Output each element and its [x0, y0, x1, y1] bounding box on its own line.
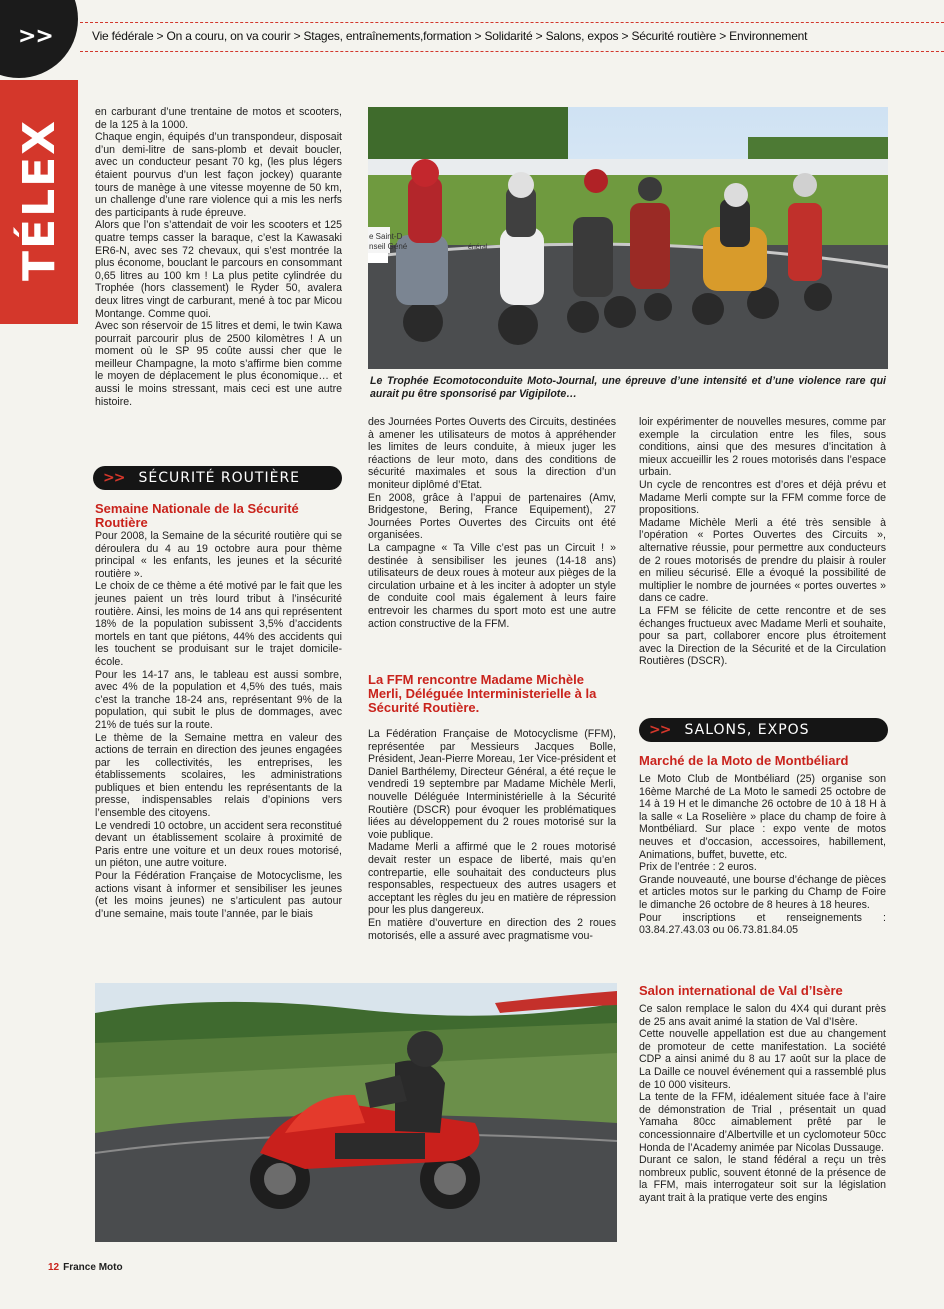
page-number: 12: [48, 1262, 60, 1273]
section-header-securite-routiere: [93, 466, 342, 490]
headline-marche-montbeliard: Marché de la Moto de Montbéliard: [639, 753, 849, 768]
paragraph: Le Moto Club de Montbéliard (25) organise son 16ème Marché de La Moto le samedi 25 octobre de 14 à 19 H et le dimanche 26 octobre de 10 à 18 H à la salle « La Roselière » place du champ de foire à Montbéliard. Sur place : expo vente de motos neuves et d’occasion, accessoires, habillement, Animations, buffet, buvette, etc.: [639, 773, 886, 861]
banner-text: énéral: [468, 244, 488, 251]
paragraph: Pour 2008, la Semaine de la sécurité routière qui se déroulera du 4 au 19 octobre aura pour thème principal « les enfants, les jeunes et la sécurité routière ».: [95, 530, 342, 580]
paragraph: La tente de la FFM, idéalement située face à l’aire de démonstration de Trial , présentait un quad Yamaha 80cc aimablement prêté par le concessionnaire d’Albertville et un cyclomoteur 50cc Honda de l’Academy animée par Nicolas Dussauge.: [639, 1091, 886, 1154]
double-arrow-icon: >>: [649, 722, 671, 738]
paragraph: En 2008, grâce à l’appui de partenaires (Amv, Bridgestone, Bering, France Equipement), 27 Journées Portes Ouvertes des Circuits ont été organisées.: [368, 491, 616, 542]
magazine-name: France Moto: [63, 1262, 123, 1273]
paragraph: Alors que l’on s’attendait de voir les scooters et 125 quatre temps casser la baraque, c’est la Kawasaki ER6-N, avec ses 72 chevaux, qui s’est montrée la plus économe, bouclant le parcours en consommant 0,65 litres au 100 km ! La plus petite cylindrée du Trophée (hors classement) le Ryder 50, avalera deux litres vingt de carburant, mené à toc par Micou Montange. Comme quoi.: [95, 219, 342, 320]
paragraph: Prix de l’entrée : 2 euros.: [639, 861, 757, 874]
photo-caption: Le Trophée Ecomotoconduite Moto-Journal, une épreuve d’une intensité et d’une violence rare qui aurait pu être sponsorisé par Vigipilote…: [370, 375, 886, 400]
photo-riders-group: [368, 107, 888, 369]
banner-text: nseil Géné: [369, 242, 408, 251]
breadcrumb-bar: [80, 22, 944, 52]
paragraph: En matière d’ouverture en direction des 2 roues motorisés, elle a assuré avec pragmatisme vou-: [368, 916, 616, 942]
section-header-salons-expos: [639, 718, 888, 742]
paragraph: La Fédération Française de Motocyclisme (FFM), représentée par Messieurs Jacques Bolle, Président, Jean-Pierre Moreau, 1er Vice-président et Daniel Barthélemy, Directeur Général, a été reçue le vendredi 19 septembre par Madame Michèle Merli, nouvelle Déléguée Interministérielle à la Sécurité Routière (DSCR) pour évoquer les problématiques liées au développement du 2 roues motorisé sur la voie publique.: [368, 728, 616, 841]
banner-text: e Saint-D: [369, 232, 403, 241]
breadcrumb[interactable]: Vie fédérale > On a couru, on va courir > Stages, entraînements,formation > Solidarité > Salons, expos > Sécurité routière > Environnement: [92, 29, 808, 43]
paragraph: Le vendredi 10 octobre, un accident sera reconstitué devant un établissement scolaire à proximité de Paris entre une voiture et un deux roues motorisé, un piéton, une autre voiture.: [95, 819, 342, 870]
paragraph: Un cycle de rencontres est d’ores et déjà prévu et Madame Merli compte sur la FFM comme force de propositions.: [639, 478, 886, 517]
paragraph: Pour les 14-17 ans, le tableau est aussi sombre, avec 4% de la population et 4,5% des tués, mais c’est la tranche 18-24 ans, représentant 9% de la population, qui subit le plus de dommages, avec 21% de tués sur la route.: [95, 668, 342, 731]
headline-ffm-rencontre: La FFM rencontre Madame Michèle Merli, Déléguée Interministerielle à la Sécurité Routière.: [368, 672, 597, 715]
photo-motorbike-illustration: [95, 983, 617, 1242]
article-column-3c: [639, 1003, 886, 1205]
headline-salon-val-isere: Salon international de Val d’Isère: [639, 983, 843, 998]
paragraph: Grande nouveauté, une bourse d’échange de pièces et articles motos sur le parking du Champ de Foire le dimanche 26 octobre de 8 heures à 18 heures.: [639, 873, 886, 911]
paragraph: Durant ce salon, le stand fédéral a reçu un très nombreux public, souvent étonné de la présence de la FFM, mais interrogateur soit sur la législation ayant trait à la pratique verte des engins: [639, 1154, 886, 1204]
paragraph: Pour inscriptions et renseignements : 03.84.27.43.03 ou 06.73.81.84.05: [639, 911, 886, 937]
headline-semaine-nationale: Semaine Nationale de la Sécurité Routière: [95, 501, 299, 530]
article-column-1b: [95, 530, 342, 920]
paragraph: des Journées Portes Ouverts des Circuits, destinées à amener les utilisateurs de motos à appréhender les limites de leurs conduite, à mieux juger les réactions de leur moto, dans des conditions de sécurité maximales et sous la direction d’un moniteur diplômé d’Etat.: [368, 416, 616, 491]
section-header-label: SÉCURITÉ ROUTIÈRE: [138, 470, 301, 486]
paragraph: Ce salon remplace le salon du 4X4 qui durant près de 25 ans avait animé la station de Val d’Isère.: [639, 1003, 886, 1028]
paragraph: Pour la Fédération Française de Motocyclisme, les actions visant à informer et sensibiliser les jeunes (et les moins jeunes) ne s’articulent pas autour d’une semaine, mais toute l’année, par le biais: [95, 870, 342, 920]
photo-red-motorbike: [95, 983, 617, 1242]
page-footer: [48, 1262, 123, 1273]
article-column-3b: [639, 773, 886, 937]
paragraph: La campagne « Ta Ville c’est pas un Circuit ! » destinée à sensibiliser les jeunes (14-18 ans) utilisateurs de deux roues à moteur aux pièges de la circulation urbaine et à les inciter à adopter un style de conduite cool mais également à leurs faire entrevoir les charmes du sport moto est une autre action constructive de la FFM.: [368, 541, 616, 630]
section-tab: [0, 80, 78, 324]
paragraph: Le choix de ce thème a été motivé par le fait que les jeunes paient un très lourd tribut à l’insécurité routière. Ainsi, les moins de 14 ans qui représentent 18% de la population subissent 3,5% d’accidents mortels en tant que piétons, 44% des accidents qui les touchent se produisant sur le trajet domicile-école.: [95, 580, 342, 668]
double-arrow-icon: >>: [103, 470, 125, 486]
paragraph: Avec son réservoir de 15 litres et demi, le twin Kawa pourrait parcourir plus de 2500 kilomètres ! A un moment où le SP 95 coûte aussi cher que le meilleur Champagne, la moto s’affirme bien comme le moyen de déplacement le plus économique… et aussi le moins stressant, mais ceci est une autre histoire.: [95, 320, 342, 408]
paragraph: Madame Merli a affirmé que le 2 roues motorisé devait rester un espace de liberté, mais qu’en contrepartie, elle souhaitait des conducteurs plus responsables, respectueux des autres usagers et acceptant les règles du jeu en matière de répression pour les plus dangereux.: [368, 841, 616, 917]
paragraph: en carburant d’une trentaine de motos et scooters, de la 125 à la 1000.: [95, 106, 342, 131]
section-header-label: SALONS, EXPOS: [684, 722, 810, 738]
nav-arrows-icon[interactable]: >>: [18, 24, 53, 49]
article-column-2b: [368, 728, 616, 942]
photo-riders-illustration: [368, 107, 888, 369]
paragraph: La FFM se félicite de cette rencontre et de ses échanges fructueux avec Madame Merli et souhaite, pour sa part, collaborer encore plus étroitement avec la Direction de la Sécurité et de la Circulation Routières (DSCR).: [639, 604, 886, 668]
paragraph: Le thème de la Semaine mettra en valeur des actions de terrain en direction des jeunes engagées par les collectivités, les entreprises, les établissements scolaires, les administrations publiques et bien entendu les représentants de la presse, indispensables relais d’opinions vers l’ensemble des citoyens.: [95, 731, 342, 820]
paragraph: Madame Michèle Merli a été très sensible à l’opération « Portes Ouvertes des Circuits », alternative réussie, pour permettre aux conducteurs de 2 roues motorisés de prendre du plaisir à rouler en milieu sécurisé. Elle a évoqué la possibilité de multiplier le nombre de journées « portes ouvertes » dans ce cadre.: [639, 516, 886, 605]
paragraph: Chaque engin, équipés d’un transpondeur, disposait d’un demi-litre de sans-plomb et devait boucler, avec un conducteur pesant 70 kg, (les plus légers étaient pourvus d’un lest façon jockey) quarante tours de manège à une vitesse moyenne de 50 km, un challenge d’une rare violence qui a mis les nerfs des participants à rude épreuve.: [95, 131, 342, 219]
paragraph: loir expérimenter de nouvelles mesures, comme par exemple la circulation entre les files, sous conditions, ainsi que des mesures d’incitation à mieux accueillir les 2 roues motorisés dans l’espace urbain.: [639, 416, 886, 479]
article-column-1: [95, 106, 342, 408]
paragraph: Cette nouvelle appellation est due au changement de promoteur de cette manifestation. La société CDP a ainsi animé du 8 au 17 août sur la place de La Daille ce nouvel événement qui a rassemblé plus de 10 000 visiteurs.: [639, 1028, 886, 1091]
article-column-2: [368, 416, 616, 630]
article-column-3: [639, 416, 886, 668]
section-tab-label: TÉLEX: [14, 118, 65, 281]
